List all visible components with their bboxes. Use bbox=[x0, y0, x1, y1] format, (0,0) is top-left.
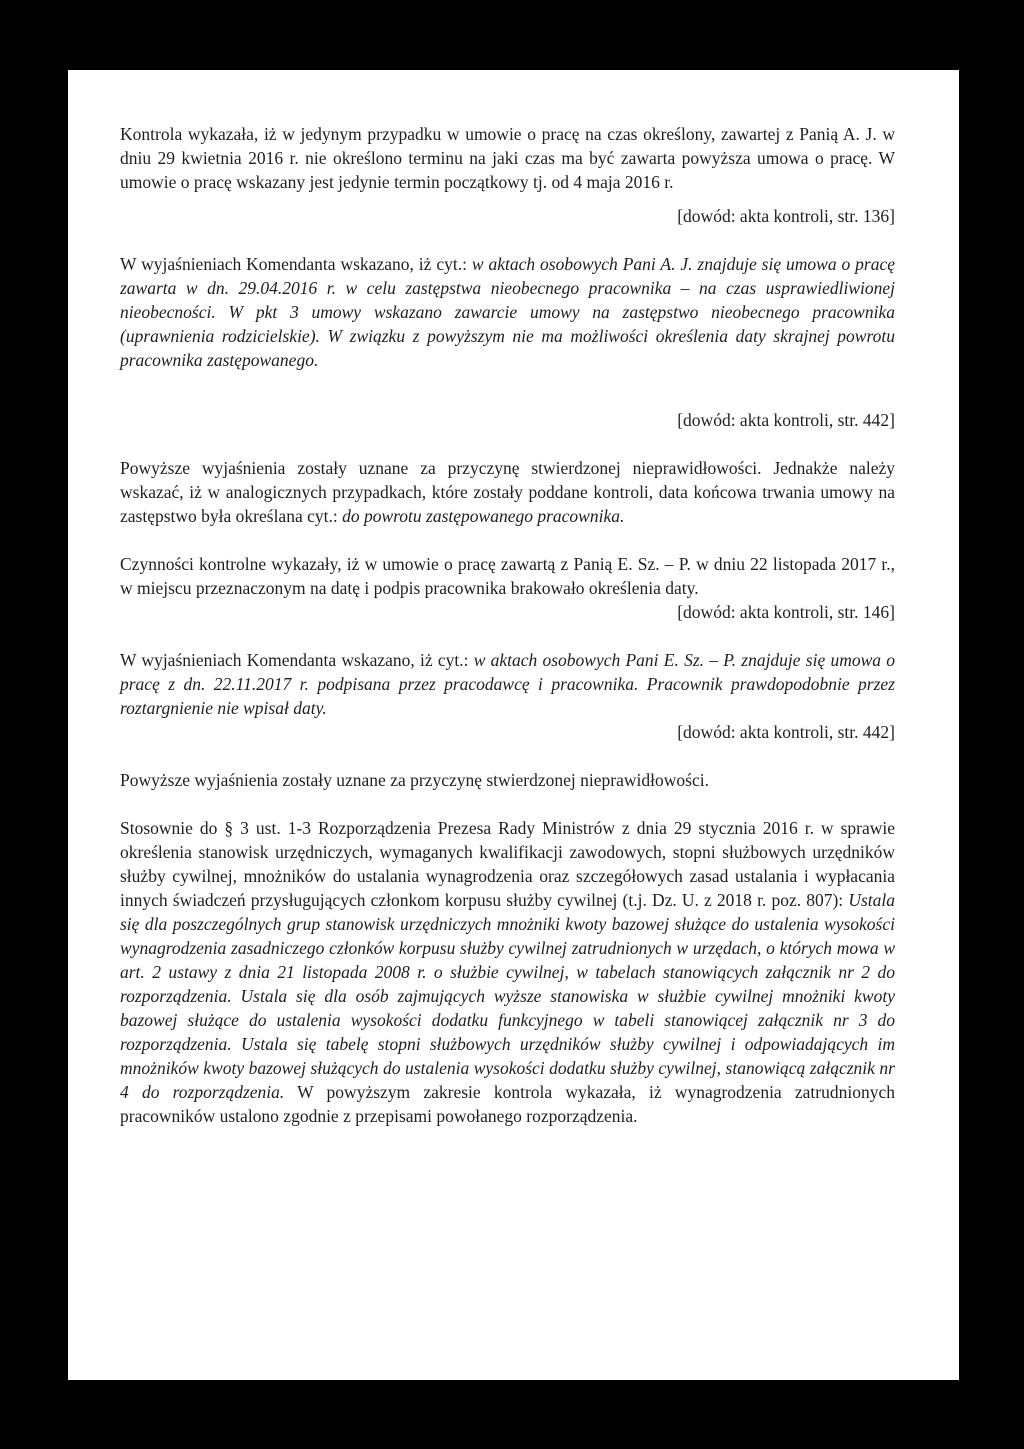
paragraph-lead: Powyższe wyjaśnienia zostały uznane za przyczynę stwierdzonej nieprawidłowości. Jednakże należy wskazać, iż w analogicznych przypadkach, które zostały poddane kontroli, data końcowa trwania umowy na zastępstwo była określana cyt.: bbox=[120, 458, 895, 526]
paragraph-text: Czynności kontrolne wykazały, iż w umowie o pracę zawartą z Panią E. Sz. – P. w dniu 22 listopada 2017 r., w miejscu przeznaczonym na datę i podpis pracownika brakowało określenia daty. bbox=[120, 554, 895, 598]
paragraph-contract-finding bbox=[120, 122, 895, 194]
paragraph-text: Powyższe wyjaśnienia zostały uznane za przyczynę stwierdzonej nieprawidłowości. bbox=[120, 770, 709, 790]
paragraph-assessment bbox=[120, 456, 895, 528]
evidence-reference: [dowód: akta kontroli, str. 146] bbox=[677, 602, 895, 622]
evidence-reference: [dowód: akta kontroli, str. 136] bbox=[677, 206, 895, 226]
quoted-text: Ustala się dla poszczególnych grup stanowisk urzędniczych mnożniki kwoty bazowej służące do ustalenia wysokości wynagrodzenia zasadniczego członków korpusu służby cywilnej zatrudnionych w urzędach, o których mowa w art. 2 ustawy z dnia 21 listopada 2008 r. o służbie cywilnej, w tabelach stanowiących załącznik nr 2 do rozporządzenia. Ustala się dla osób zajmujących wyższe stanowiska w służbie cywilnej mnożniki kwoty bazowej służące do ustalenia wysokości dodatku funkcyjnego w tabeli stanowiącej załącznik nr 3 do rozporządzenia. Ustala się tabelę stopni służbowych urzędników służby cywilnej i odpowiadających im mnożników kwoty bazowej służących do ustalenia wysokości dodatku służby cywilnej, stanowiącą załącznik nr 4 do rozporządzenia. bbox=[120, 890, 895, 1102]
paragraph-commander-explanation-2 bbox=[120, 648, 895, 720]
quoted-text: w aktach osobowych Pani E. Sz. – P. znajduje się umowa o pracę z dn. 22.11.2017 r. podpisana przez pracodawcę i pracownika. Pracownik prawdopodobnie przez roztargnienie nie wpisał daty. bbox=[120, 650, 895, 718]
paragraph-missing-date-finding bbox=[120, 552, 895, 600]
evidence-reference: [dowód: akta kontroli, str. 442] bbox=[677, 722, 895, 742]
paragraph-commander-explanation bbox=[120, 252, 895, 372]
quoted-text: do powrotu zastępowanego pracownika. bbox=[342, 506, 625, 526]
paragraph-text: Kontrola wykazała, iż w jedynym przypadku w umowie o pracę na czas określony, zawartej z Panią A. J. w dniu 29 kwietnia 2016 r. nie określono terminu na jaki czas ma być zawarta powyższa umowa o pracę. W umowie o pracę wskazany jest jedynie termin początkowy tj. od 4 maja 2016 r. bbox=[120, 124, 895, 192]
paragraph-regulation bbox=[120, 816, 895, 1128]
document-body bbox=[120, 122, 895, 1128]
quoted-text: w aktach osobowych Pani A. J. znajduje się umowa o pracę zawarta w dn. 29.04.2016 r. w celu zastępstwa nieobecnego pracownika – na czas usprawiedliwionej nieobecności. W pkt 3 umowy wskazano zawarcie umowy na zastępstwo nieobecnego pracownika (uprawnienia rodzicielskie). W związku z powyższym nie ma możliwości określenia daty skrajnej powrotu pracownika zastępowanego. bbox=[120, 254, 895, 370]
document-page bbox=[68, 70, 959, 1380]
paragraph-lead: W wyjaśnieniach Komendanta wskazano, iż cyt.: bbox=[120, 650, 474, 670]
paragraph-lead: Stosownie do § 3 ust. 1-3 Rozporządzenia Prezesa Rady Ministrów z dnia 29 stycznia 2016 r. w sprawie określenia stanowisk urzędniczych, wymaganych kwalifikacji zawodowych, stopni służbowych urzędników służby cywilnej, mnożników do ustalania wynagrodzenia oraz szczegółowych zasad ustalania i wypłacania innych świadczeń przysługujących członkom korpusu służby cywilnej (t.j. Dz. U. z 2018 r. poz. 807): bbox=[120, 818, 895, 910]
paragraph-lead: W wyjaśnieniach Komendanta wskazano, iż cyt.: bbox=[120, 254, 472, 274]
evidence-reference: [dowód: akta kontroli, str. 442] bbox=[677, 410, 895, 430]
paragraph-assessment-2 bbox=[120, 768, 895, 792]
paragraph-tail: W powyższym zakresie kontrola wykazała, iż wynagrodzenia zatrudnionych pracowników ustalono zgodnie z przepisami powołanego rozporządzenia. bbox=[120, 1082, 895, 1126]
